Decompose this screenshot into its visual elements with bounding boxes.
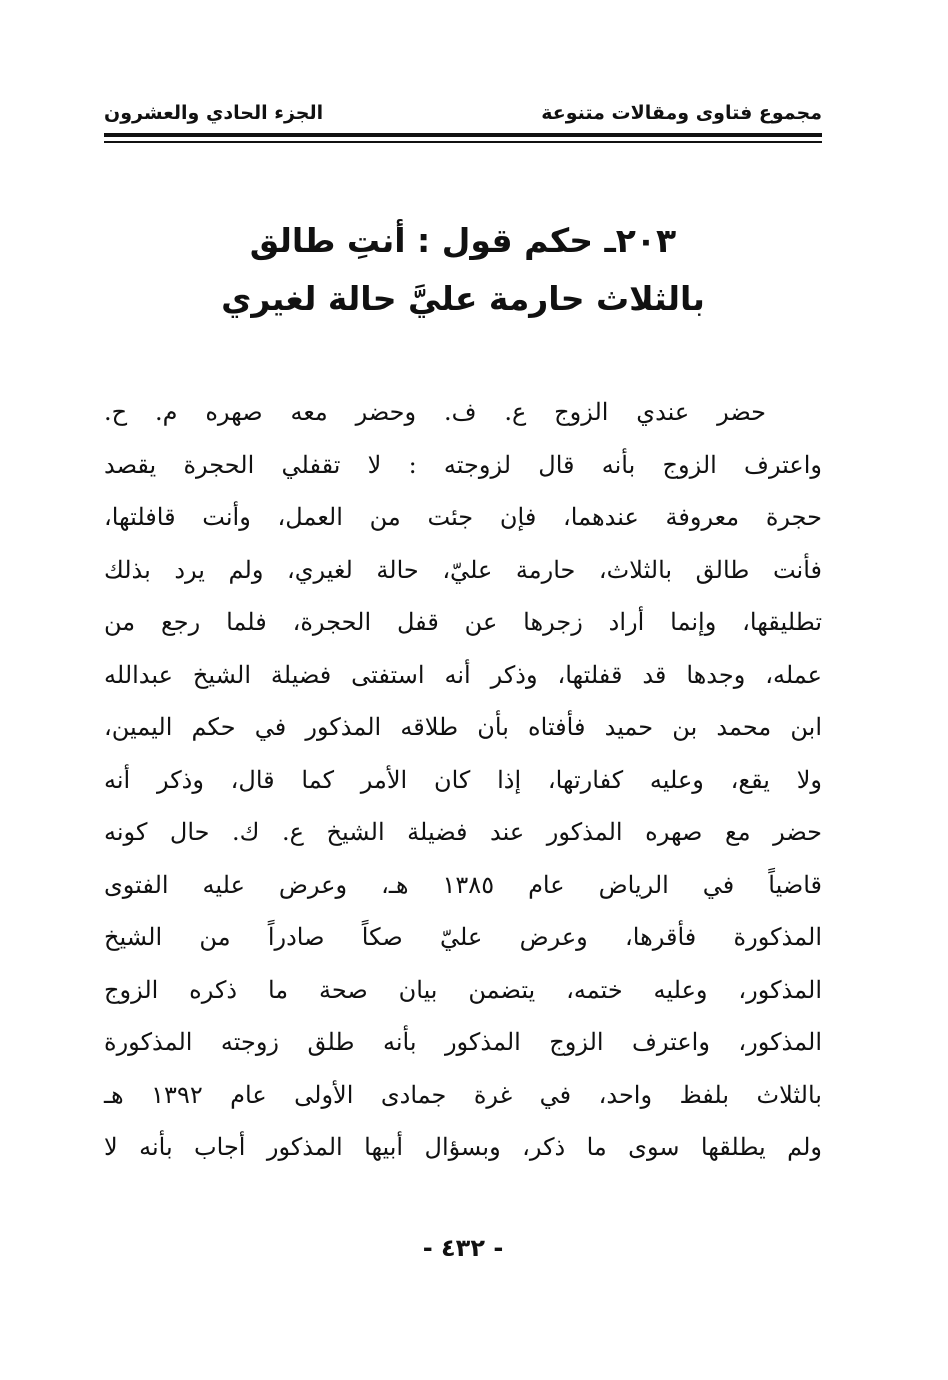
body-line: المذكورة فأقرها، وعرض عليّ صكاً صادراً من الشيخ	[104, 923, 822, 951]
book-title: مجموع فتاوى ومقالات متنوعة	[541, 102, 822, 124]
body-line: ولا يقع، وعليه كفارتها، إذا كان الأمر كما قال، وذكر أنه	[104, 765, 822, 794]
page-number: - ٤٣٢ -	[422, 1234, 504, 1262]
volume-label: الجزء الحادي والعشرون	[104, 102, 324, 124]
body-line: قاضياً في الرياض عام ١٣٨٥ هـ، وعرض عليه الفتوى	[104, 870, 822, 899]
body-line: تطليقها، وإنما أراد زجرها عن قفل الحجرة، فلما رجع من	[104, 608, 823, 636]
body-line: ابن محمد بن حميد فأفتاه بأن طلاقه المذكور في حكم اليمين،	[104, 713, 822, 741]
body-line: حضر عندي الزوج ع. ف. وحضر معه صهره م. ح.	[104, 398, 766, 426]
article-title	[104, 212, 822, 328]
body-line: واعترف الزوج بأنه قال لزوجته : لا تقفلي الحجرة يقصد	[104, 450, 822, 479]
header-rule-thin	[104, 141, 822, 143]
body-line: المذكور، وعليه ختمه، يتضمن بيان صحة ما ذكره الزوج	[104, 975, 822, 1004]
article-title-line-1: ٢٠٣ـ حكم قول : أنتِ طالق	[249, 221, 677, 260]
body-paragraph	[104, 386, 822, 1174]
body-line: حجرة معروفة عندهما، فإن جئت من العمل، وأنت قافلتها،	[104, 503, 822, 531]
body-line: عمله، وجدها قد قفلتها، وذكر أنه استفتى فضيلة الشيخ عبدالله	[104, 660, 822, 689]
article-title-line-2: بالثلاث حارمة عليَّ حالة لغيري	[221, 279, 705, 318]
body-line: فأنت طالق بالثلاث، حارمة عليّ، حالة لغيري، ولم يرد بذلك	[104, 555, 822, 584]
running-header	[104, 98, 822, 128]
body-line: بالثلاث بلفظ واحد، في غرة جمادى الأولى عام ١٣٩٢ هـ	[104, 1080, 822, 1109]
body-line: المذكور، واعترف الزوج المذكور بأنه طلق زوجته المذكورة	[104, 1028, 822, 1056]
body-line: حضر مع صهره المذكور عند فضيلة الشيخ ع. ك. حال كونه	[104, 818, 822, 846]
header-rule-thick	[104, 133, 822, 137]
body-line: ولم يطلقها سوى ما ذكر، وبسؤال أبيها المذكور أجاب بأنه لا	[104, 1133, 822, 1161]
